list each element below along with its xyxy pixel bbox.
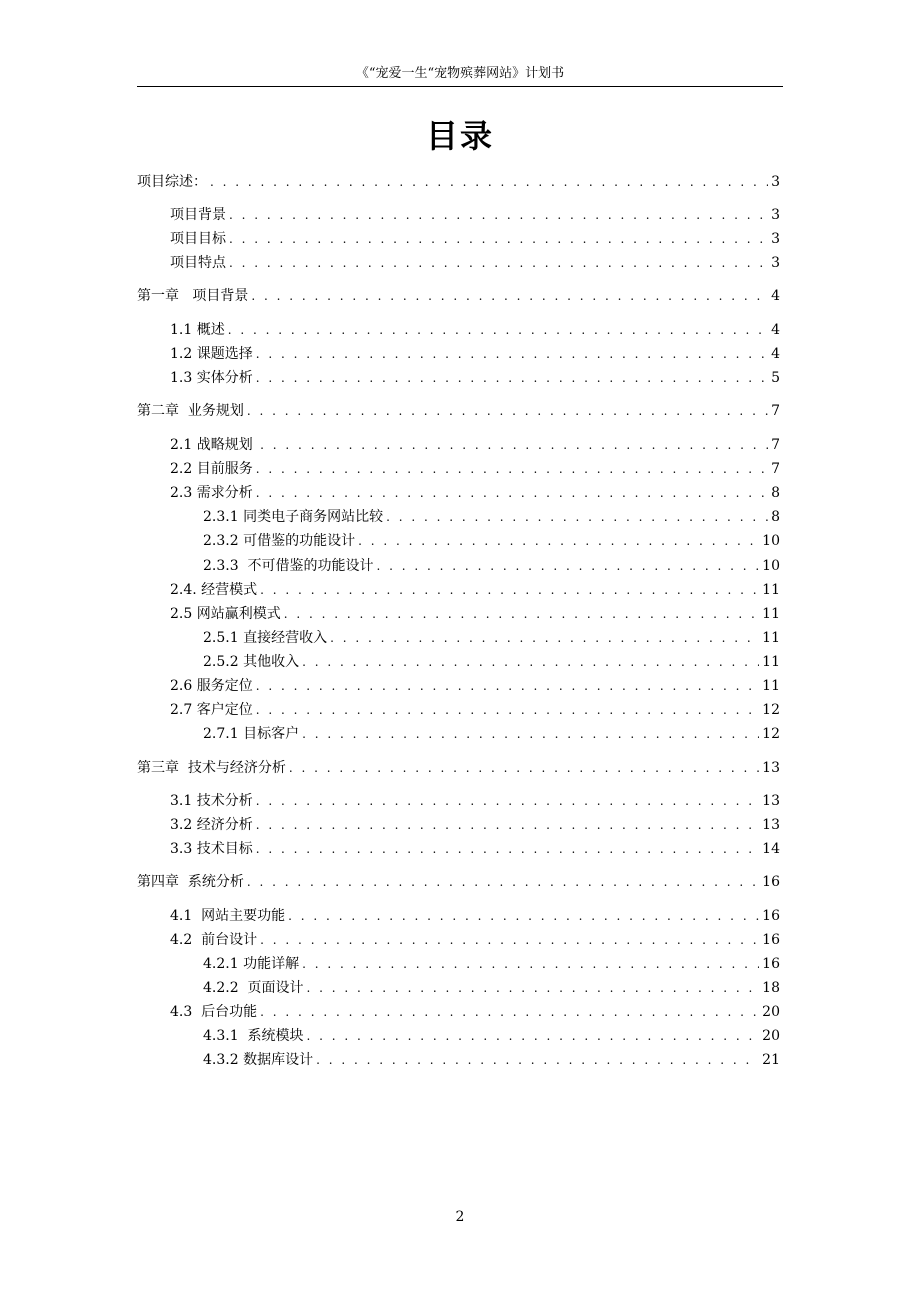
toc-leader-dots xyxy=(302,722,759,746)
toc-entry-label: 2.3.3 不可借鉴的功能设计 xyxy=(203,558,374,574)
toc-entry-page: 16 xyxy=(762,956,780,972)
toc-entry[interactable] xyxy=(203,554,780,578)
toc-entry-page: 3 xyxy=(771,207,780,223)
toc-entry[interactable] xyxy=(170,789,780,813)
toc-entry[interactable] xyxy=(170,1000,780,1024)
toc-leader-dots xyxy=(284,602,759,626)
toc-entry-label: 项目特点 xyxy=(170,255,226,271)
toc-entry[interactable] xyxy=(137,170,780,194)
toc-entry-label: 2.3.2 可借鉴的功能设计 xyxy=(203,533,356,549)
toc-entry[interactable] xyxy=(170,342,780,366)
toc-leader-dots xyxy=(229,227,768,251)
toc-leader-dots xyxy=(307,1024,760,1048)
toc-entry[interactable] xyxy=(203,529,780,553)
toc-entry[interactable] xyxy=(137,284,780,308)
toc-entry-page: 14 xyxy=(762,841,780,857)
toc-entry[interactable] xyxy=(137,870,780,894)
toc-entry-page: 8 xyxy=(771,485,780,501)
toc-leader-dots xyxy=(247,399,768,423)
toc-entry-label: 4.2.1 功能详解 xyxy=(203,956,300,972)
toc-entry-page: 7 xyxy=(771,461,780,477)
toc-entry[interactable] xyxy=(170,227,780,251)
toc-entry[interactable] xyxy=(170,813,780,837)
toc-entry-label: 3.1 技术分析 xyxy=(170,793,253,809)
toc-leader-dots xyxy=(330,626,759,650)
toc-leader-dots xyxy=(288,904,759,928)
toc-entry-page: 4 xyxy=(771,288,780,304)
toc-entry-label: 第三章 技术与经济分析 xyxy=(137,760,286,776)
toc-leader-dots xyxy=(316,1048,759,1072)
toc-entry-page: 4 xyxy=(771,346,780,362)
toc-leader-dots xyxy=(307,976,760,1000)
toc-leader-dots xyxy=(302,650,759,674)
toc-entry[interactable] xyxy=(203,976,780,1000)
toc-leader-dots xyxy=(251,284,768,308)
toc-leader-dots xyxy=(256,813,759,837)
toc-leader-dots xyxy=(358,529,759,553)
toc-leader-dots xyxy=(247,870,759,894)
toc-entry-page: 3 xyxy=(771,174,780,190)
toc-entry-label: 2.6 服务定位 xyxy=(170,678,253,694)
toc-entry-label: 项目背景 xyxy=(170,207,226,223)
toc-leader-dots xyxy=(386,505,768,529)
toc-entry-page: 16 xyxy=(762,908,780,924)
toc-entry-label: 2.5.2 其他收入 xyxy=(203,654,300,670)
toc-entry[interactable] xyxy=(137,399,780,423)
toc-entry-page: 18 xyxy=(762,980,780,996)
toc-entry[interactable] xyxy=(203,722,780,746)
toc-entry-label: 4.3.2 数据库设计 xyxy=(203,1052,314,1068)
toc-entry-label: 3.3 技术目标 xyxy=(170,841,253,857)
toc-entry[interactable] xyxy=(170,318,780,342)
toc-leader-dots xyxy=(210,170,768,194)
toc-entry[interactable] xyxy=(203,952,780,976)
toc-entry[interactable] xyxy=(170,602,780,626)
toc-entry-page: 20 xyxy=(762,1028,780,1044)
toc-entry-page: 16 xyxy=(762,932,780,948)
toc-entry[interactable] xyxy=(203,650,780,674)
toc-entry-label: 2.1 战略规划 xyxy=(170,437,258,453)
toc-entry-label: 第一章 项目背景 xyxy=(137,288,249,304)
toc-entry-page: 11 xyxy=(762,606,780,622)
toc-entry-page: 4 xyxy=(771,322,780,338)
header-rule xyxy=(137,86,783,87)
toc-entry[interactable] xyxy=(203,1024,780,1048)
toc-entry-page: 11 xyxy=(762,582,780,598)
toc-entry[interactable] xyxy=(170,674,780,698)
toc-entry[interactable] xyxy=(203,505,780,529)
toc-entry-label: 4.2 前台设计 xyxy=(170,932,258,948)
toc-title: 目录 xyxy=(425,117,494,155)
toc-entry-label: 4.3 后台功能 xyxy=(170,1004,258,1020)
toc-leader-dots xyxy=(256,342,768,366)
toc-leader-dots xyxy=(256,674,759,698)
toc-entry-label: 2.3.1 同类电子商务网站比较 xyxy=(203,509,384,525)
toc-entry[interactable] xyxy=(170,698,780,722)
toc-entry-page: 5 xyxy=(771,370,780,386)
toc-entry-label: 2.7.1 目标客户 xyxy=(203,726,300,742)
toc-entry-page: 12 xyxy=(762,702,780,718)
toc-entry-page: 13 xyxy=(762,760,780,776)
toc-leader-dots xyxy=(377,554,760,578)
toc-entry[interactable] xyxy=(137,756,780,780)
toc-leader-dots xyxy=(260,578,759,602)
toc-entry-page: 7 xyxy=(771,437,780,453)
toc-entry-label: 1.1 概述 xyxy=(170,322,225,338)
toc-entry-page: 21 xyxy=(762,1052,780,1068)
toc-entry-label: 第四章 系统分析 xyxy=(137,874,244,890)
toc-entry-label: 项目目标 xyxy=(170,231,226,247)
toc-entry[interactable] xyxy=(170,433,780,457)
toc-entry[interactable] xyxy=(170,203,780,227)
toc-leader-dots xyxy=(256,698,759,722)
toc-leader-dots xyxy=(260,928,759,952)
toc-entry[interactable] xyxy=(170,481,780,505)
toc-entry-page: 8 xyxy=(771,509,780,525)
toc-entry[interactable] xyxy=(170,928,780,952)
running-header: 《“宠爱一生“宠物殡葬网站》计划书 xyxy=(355,66,565,81)
toc-entry-page: 3 xyxy=(771,255,780,271)
toc-leader-dots xyxy=(260,1000,759,1024)
toc-leader-dots xyxy=(256,366,768,390)
toc-entry-page: 10 xyxy=(762,533,780,549)
toc-leader-dots xyxy=(256,837,759,861)
toc-entry-label: 2.4. 经营模式 xyxy=(170,582,258,598)
toc-entry-page: 7 xyxy=(771,403,780,419)
toc-entry-label: 4.2.2 页面设计 xyxy=(203,980,304,996)
toc-entry[interactable] xyxy=(170,366,780,390)
toc-entry[interactable] xyxy=(170,904,780,928)
toc-entry-page: 16 xyxy=(762,874,780,890)
toc-leader-dots xyxy=(229,251,768,275)
toc-entry-page: 12 xyxy=(762,726,780,742)
toc-entry-label: 2.5 网站赢利模式 xyxy=(170,606,281,622)
toc-entry-label: 第二章 业务规划 xyxy=(137,403,244,419)
toc-leader-dots xyxy=(256,457,768,481)
toc-leader-dots xyxy=(260,433,768,457)
toc-entry-label: 4.1 网站主要功能 xyxy=(170,908,286,924)
toc-leader-dots xyxy=(228,318,768,342)
toc-entry-page: 13 xyxy=(762,817,780,833)
toc-entry-label: 3.2 经济分析 xyxy=(170,817,253,833)
toc-entry-label: 2.5.1 直接经营收入 xyxy=(203,630,328,646)
toc-entry-label: 2.2 目前服务 xyxy=(170,461,253,477)
toc-leader-dots xyxy=(256,789,759,813)
toc-entry-label: 项目综述： xyxy=(137,174,207,190)
toc-entry-label: 2.3 需求分析 xyxy=(170,485,253,501)
toc-leader-dots xyxy=(289,756,759,780)
toc-entry[interactable] xyxy=(203,1048,780,1072)
toc-entry[interactable] xyxy=(170,837,780,861)
toc-entry-page: 20 xyxy=(762,1004,780,1020)
toc-entry[interactable] xyxy=(170,457,780,481)
toc-entry-label: 1.2 课题选择 xyxy=(170,346,253,362)
toc-entry-page: 11 xyxy=(762,630,780,646)
toc-leader-dots xyxy=(229,203,768,227)
toc-leader-dots xyxy=(256,481,768,505)
toc-entry[interactable] xyxy=(203,626,780,650)
toc-entry-label: 4.3.1 系统模块 xyxy=(203,1028,304,1044)
toc-entry[interactable] xyxy=(170,578,780,602)
toc-leader-dots xyxy=(302,952,759,976)
toc-entry[interactable] xyxy=(170,251,780,275)
toc-entry-label: 2.7 客户定位 xyxy=(170,702,253,718)
toc-entry-label: 1.3 实体分析 xyxy=(170,370,253,386)
toc-entry-page: 11 xyxy=(762,654,780,670)
toc-entry-page: 10 xyxy=(762,558,780,574)
toc-entry-page: 13 xyxy=(762,793,780,809)
page-number: 2 xyxy=(455,1209,465,1225)
toc-entry-page: 3 xyxy=(771,231,780,247)
toc-entry-page: 11 xyxy=(762,678,780,694)
